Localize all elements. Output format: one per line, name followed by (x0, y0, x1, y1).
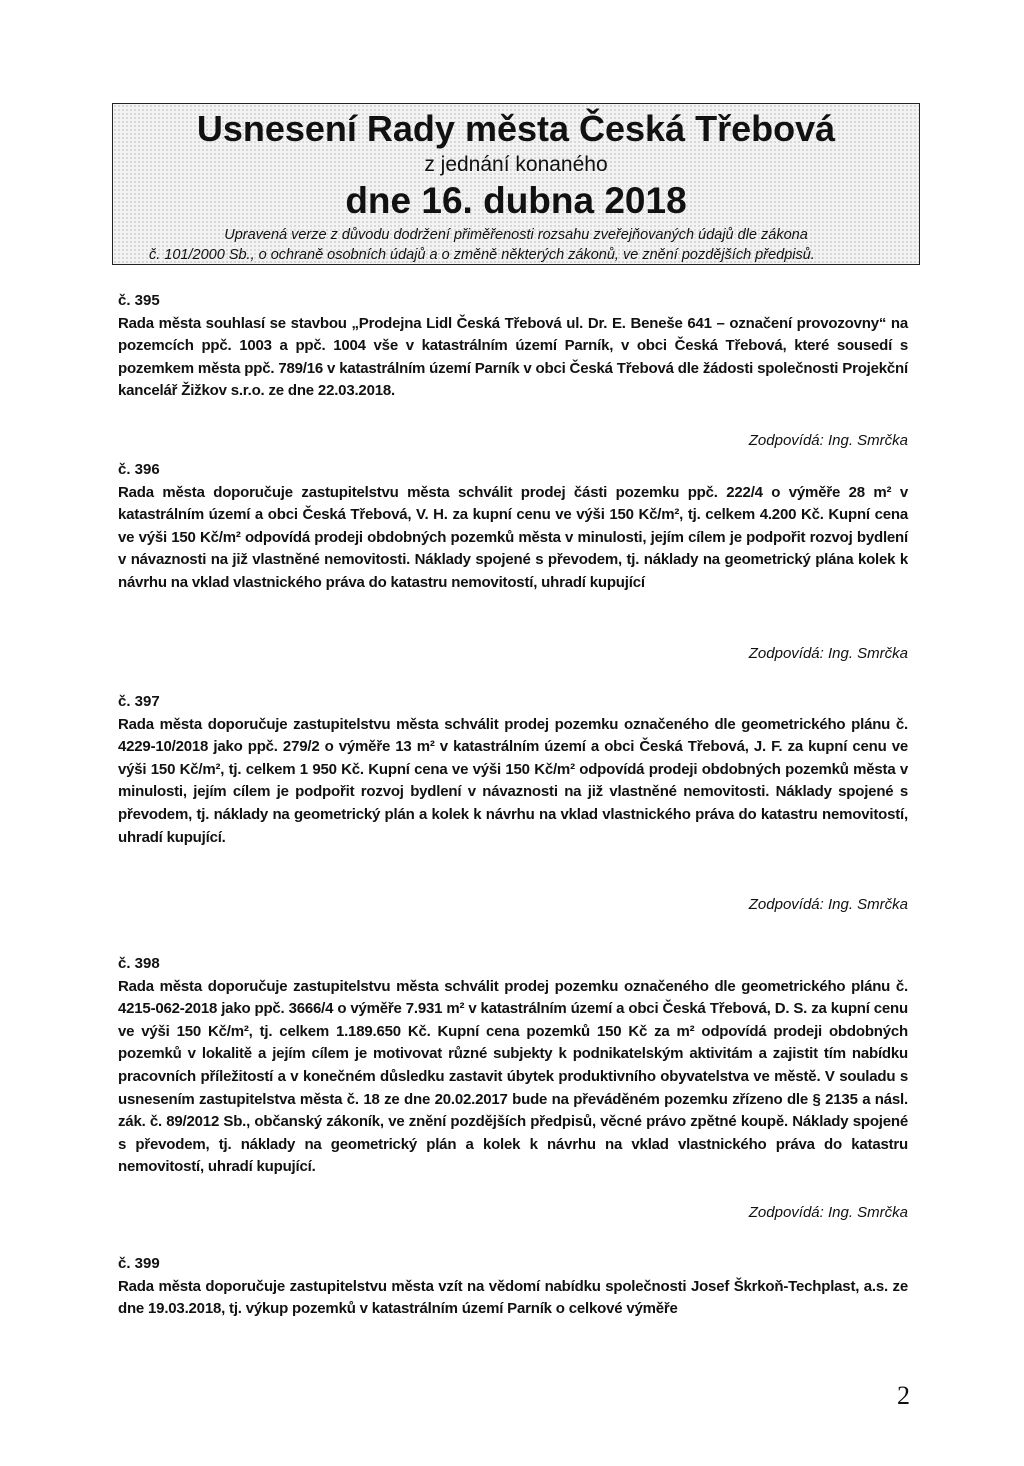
resolution-399 (118, 1253, 908, 1321)
resolution-text: Rada města doporučuje zastupitelstvu města vzít na vědomí nabídku společnosti Josef Škrkoň-Techplast, a.s. ze dne 19.03.2018, tj. výkup pozemků v katastrálním území Parník o celkové výměře (118, 1277, 908, 1318)
meeting-date: dne 16. dubna 2018 (345, 180, 687, 221)
responsible-person: Zodpovídá: Ing. Smrčka (748, 645, 908, 662)
resolution-395 (118, 290, 908, 403)
responsible-person: Zodpovídá: Ing. Smrčka (748, 432, 908, 449)
resolution-396 (118, 459, 908, 595)
resolution-text: Rada města doporučuje zastupitelstvu města schválit prodej části pozemku ppč. 222/4 o výměře 28 m² v katastrálním území a obci Česká Třebová, V. H. za kupní cenu ve výši 150 Kč/m², tj. celkem 4.200 Kč. Kupní cena ve výši 150 Kč/m² odpovídá prodeji obdobných pozemků města v minulosti, jejím cílem je podpořit rozvoj bydlení v návaznosti na již vlastněné nemovitosti. Náklady spojené s převodem, tj. náklady na geometrický plána kolek k návrhu na vklad vlastnického práva do katastru nemovitostí, uhradí kupující (118, 483, 908, 591)
resolution-text: Rada města souhlasí se stavbou „Prodejna Lidl Česká Třebová ul. Dr. E. Beneše 641 – označení provozovny“ na pozemcích ppč. 1003 a ppč. 1004 vše v katastrálním území Parník, v obci Česká Třebová, které sousedí s pozemkem města ppč. 789/16 v katastrálním území Parník v obci Česká Třebová dle žádosti společnosti Projekční kancelář Žižkov s.r.o. ze dne 22.03.2018. (118, 314, 908, 400)
resolution-397 (118, 691, 908, 849)
responsible-person: Zodpovídá: Ing. Smrčka (748, 1204, 908, 1221)
anonymization-note-line1: Upravená verze z důvodu dodržení přiměřenosti rozsahu zveřejňovaných údajů dle zákona (224, 227, 808, 243)
document-subtitle: z jednání konaného (424, 153, 608, 176)
page-number: 2 (897, 1381, 910, 1410)
resolution-number: č. 396 (118, 461, 160, 478)
resolution-text: Rada města doporučuje zastupitelstvu města schválit prodej pozemku označeného dle geometrického plánu č. 4229-10/2018 jako ppč. 279/2 o výměře 13 m² v katastrálním území a obci Česká Třebová, J. F. za kupní cenu ve výši 150 Kč/m², tj. celkem 1 950 Kč. Kupní cena ve výši 150 Kč/m² odpovídá prodeji obdobných pozemků města v minulosti, jejím cílem je podpořit rozvoj bydlení v návaznosti na již vlastněné nemovitosti. Náklady spojené s převodem, tj. náklady na geometrický plán a kolek k návrhu na vklad vlastnického práva do katastru nemovitostí, uhradí kupující. (118, 715, 908, 846)
resolution-number: č. 395 (118, 292, 160, 309)
resolution-number: č. 398 (118, 955, 160, 972)
header-box (112, 103, 920, 265)
resolution-number: č. 397 (118, 693, 160, 710)
resolution-number: č. 399 (118, 1255, 160, 1272)
document-title: Usnesení Rady města Česká Třebová (196, 108, 836, 149)
resolution-text: Rada města doporučuje zastupitelstvu města schválit prodej pozemku označeného dle geometrického plánu č. 4215-062-2018 jako ppč. 3666/4 o výměře 7.931 m² v katastrálním území a obci Česká Třebová, D. S. za kupní cenu ve výši 150 Kč/m², tj. celkem 1.189.650 Kč. Kupní cena pozemků 150 Kč za m² odpovídá prodeji obdobných pozemků v lokalitě a jejím cílem je motivovat různé subjekty k podnikatelským aktivitám a zajistit tím nabídku pracovních příležitostí a v konečném důsledku zastavit úbytek produktivního obyvatelstva ve městě. V souladu s usnesením zastupitelstva města č. 18 ze dne 20.02.2017 bude na převáděném pozemku zřízeno dle § 2135 a násl. zák. č. 89/2012 Sb., občanský zákoník, ve znění pozdějších předpisů, věcné právo zpětné koupě. Náklady spojené s převodem, tj. náklady na geometrický plán a kolek k návrhu na vklad vlastnického práva do katastru nemovitostí, uhradí kupující. (118, 977, 908, 1176)
resolution-398 (118, 953, 908, 1179)
responsible-person: Zodpovídá: Ing. Smrčka (748, 896, 908, 913)
anonymization-note-line2: č. 101/2000 Sb., o ochraně osobních údajů a o změně některých zákonů, ve znění pozdějších předpisů. (149, 247, 815, 263)
